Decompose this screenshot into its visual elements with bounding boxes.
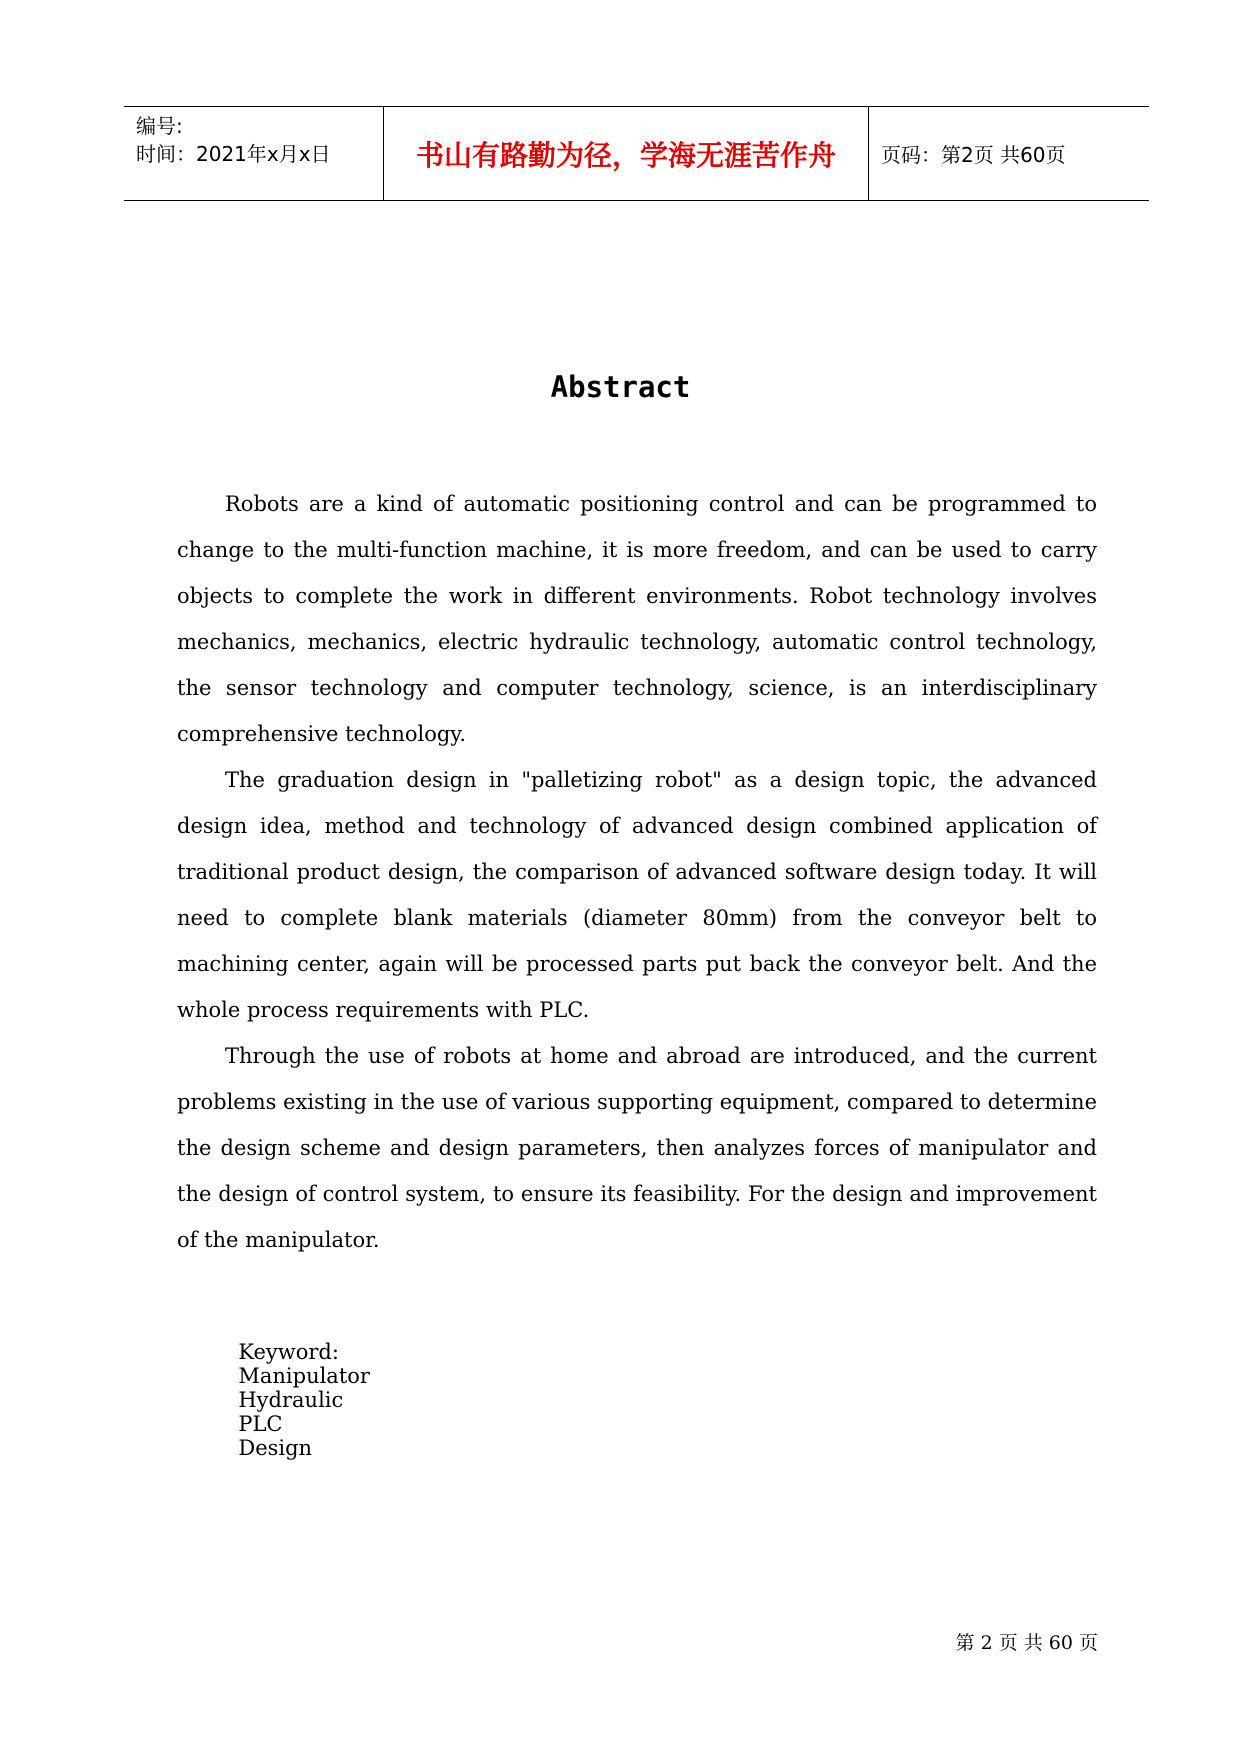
keywords-line	[225, 1316, 402, 1460]
keyword-item: Hydraulic	[238, 1388, 344, 1412]
keyword-item: Manipulator	[238, 1364, 370, 1388]
keywords-label: Keyword:	[238, 1340, 339, 1364]
keyword-item: PLC	[238, 1412, 283, 1436]
page-title: Abstract	[550, 370, 691, 404]
header-page-info: 页码：第2页 共60页	[881, 143, 1066, 167]
header-meta	[124, 107, 384, 200]
header-motto: 书山有路勤为径，学海无涯苦作舟	[384, 107, 869, 200]
paragraph-1: Robots are a kind of automatic positioning control and can be programmed to change to the multi-function machine, it is more freedom, and can be used to carry objects to complete the work in different environments. Robot technology involves mechanics, mechanics, electric hydraulic technology, automatic control technology, the sensor technology and computer technology, science, is an interdisciplinary comprehensive technology.	[177, 492, 1097, 746]
paragraph-2: The graduation design in "palletizing robot" as a design topic, the advanced design idea, method and technology of advanced design combined application of traditional product design, the comparison of advanced software design today. It will need to complete blank materials (diameter 80mm) from the conveyor belt to machining center, again will be processed parts put back the conveyor belt. And the whole process requirements with PLC.	[177, 768, 1097, 1022]
page-header	[124, 106, 1149, 201]
number-label: 编号:	[136, 114, 183, 138]
page-footer: 第 2 页 共 60 页	[955, 1632, 1098, 1654]
keyword-item: Design	[238, 1436, 313, 1460]
time-label: 时间：2021年x月x日	[136, 142, 331, 166]
abstract-body	[177, 481, 1097, 1263]
paragraph-3: Through the use of robots at home and abroad are introduced, and the current problems existing in the use of various supporting equipment, compared to determine the design scheme and design parameters, then analyzes forces of manipulator and the design of control system, to ensure its feasibility. For the design and improvement of the manipulator.	[177, 1044, 1097, 1252]
